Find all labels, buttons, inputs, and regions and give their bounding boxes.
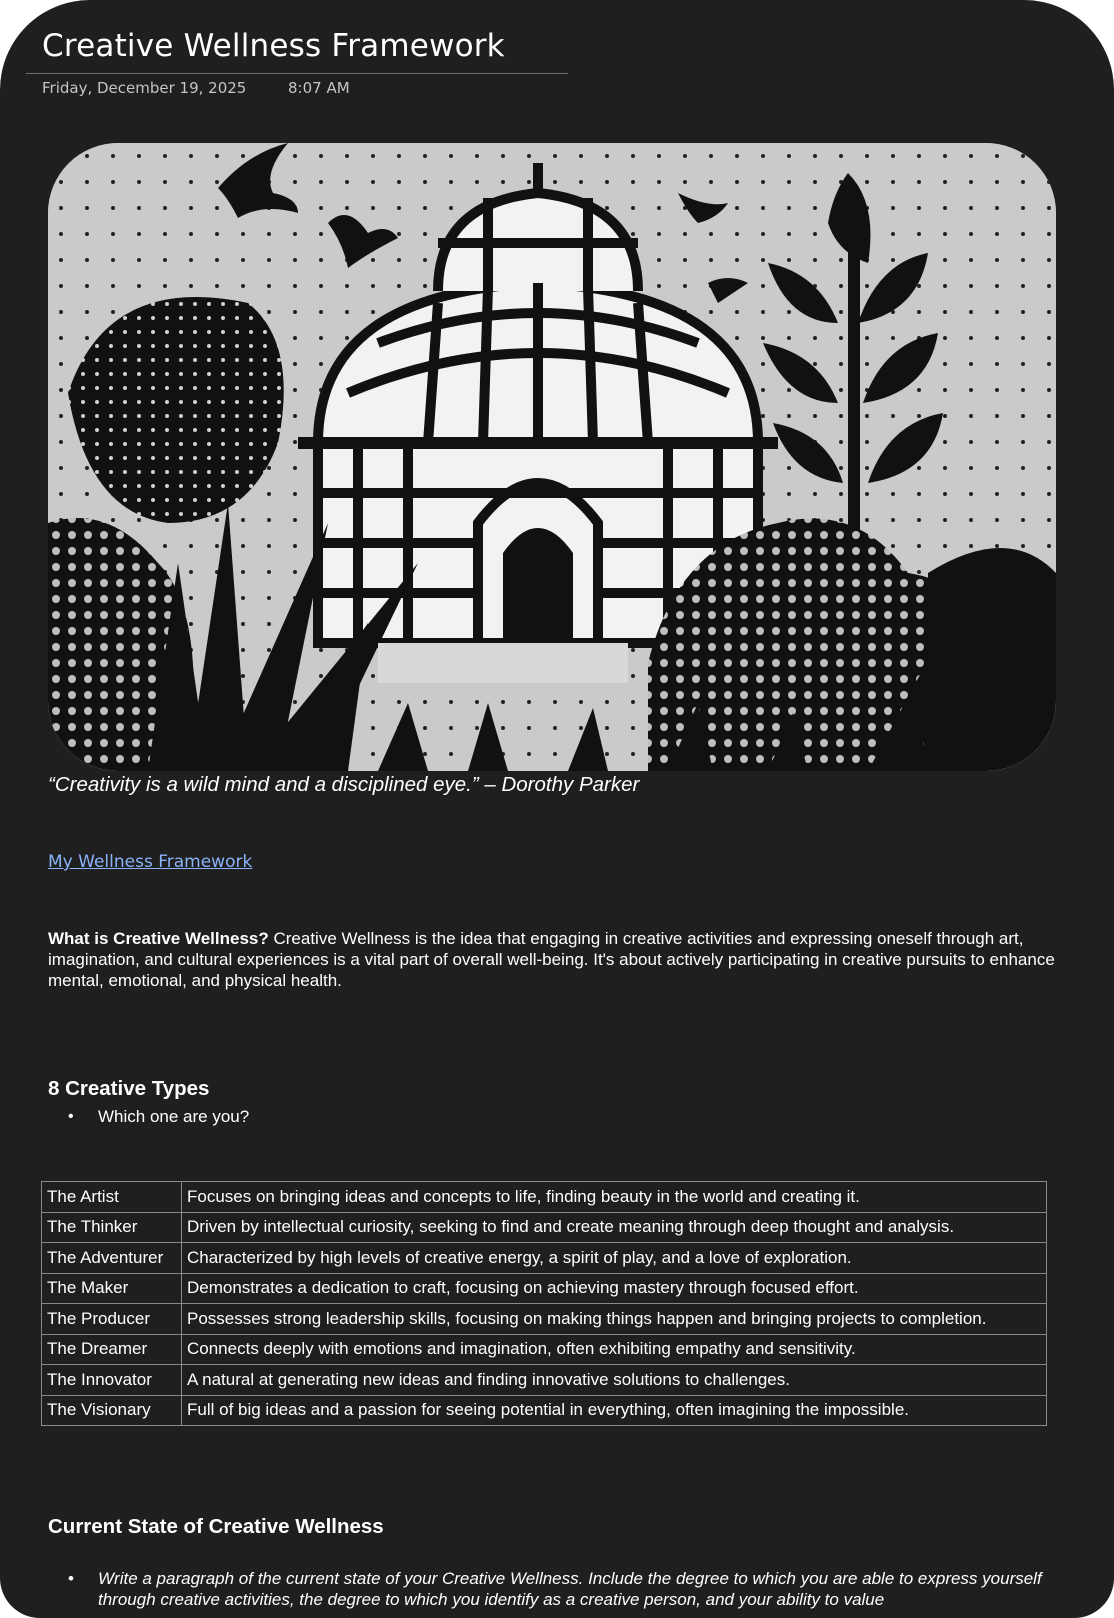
title-divider	[26, 73, 568, 74]
type-description[interactable]: Connects deeply with emotions and imagination, often exhibiting empathy and sensitivity.	[182, 1334, 1047, 1365]
type-description[interactable]: Full of big ideas and a passion for seeing potential in everything, often imagining the impossible.	[182, 1395, 1047, 1426]
page-date: Friday, December 19, 2025	[42, 79, 247, 97]
table-row	[42, 1334, 1047, 1365]
intro-heading: What is Creative Wellness?	[48, 929, 269, 948]
type-description[interactable]: Possesses strong leadership skills, focusing on making things happen and bringing projects to completion.	[182, 1304, 1047, 1335]
type-description[interactable]: Characterized by high levels of creative energy, a spirit of play, and a love of exploration.	[182, 1243, 1047, 1274]
type-name[interactable]: The Maker	[42, 1273, 182, 1304]
table-row	[42, 1212, 1047, 1243]
type-name[interactable]: The Thinker	[42, 1212, 182, 1243]
creative-types-bullet: • Which one are you?	[98, 1106, 249, 1127]
type-name[interactable]: The Artist	[42, 1182, 182, 1213]
table-row	[42, 1304, 1047, 1335]
type-name[interactable]: The Visionary	[42, 1395, 182, 1426]
table-row	[42, 1243, 1047, 1274]
hero-image[interactable]	[48, 143, 1056, 771]
table-row	[42, 1395, 1047, 1426]
type-description[interactable]: Focuses on bringing ideas and concepts to life, finding beauty in the world and creating it.	[182, 1182, 1047, 1213]
intro-body: Creative Wellness is the idea that engaging in creative activities and expressing oneself through art, imagination, and cultural experiences is a vital part of overall well-being. It's about actively participating in creative pursuits to enhance mental, emotional, and physical health.	[48, 929, 1055, 990]
table-row	[42, 1273, 1047, 1304]
table-row	[42, 1365, 1047, 1396]
type-name[interactable]: The Innovator	[42, 1365, 182, 1396]
type-description[interactable]: Driven by intellectual curiosity, seeking to find and create meaning through deep thought and analysis.	[182, 1212, 1047, 1243]
type-name[interactable]: The Producer	[42, 1304, 182, 1335]
current-state-heading: Current State of Creative Wellness	[48, 1515, 384, 1538]
current-state-prompt[interactable]: • Write a paragraph of the current state of your Creative Wellness. Include the degree to which you are able to express yourself through creative activities, the degree to which you identify as a creative person, and your ability to value	[98, 1568, 1058, 1610]
page-title[interactable]: Creative Wellness Framework	[42, 28, 505, 64]
table-row	[42, 1182, 1047, 1213]
creative-types-heading: 8 Creative Types	[48, 1077, 210, 1100]
type-description[interactable]: Demonstrates a dedication to craft, focusing on achieving mastery through focused effort.	[182, 1273, 1047, 1304]
type-name[interactable]: The Dreamer	[42, 1334, 182, 1365]
type-name[interactable]: The Adventurer	[42, 1243, 182, 1274]
wellness-framework-link[interactable]: My Wellness Framework	[48, 852, 253, 872]
type-description[interactable]: A natural at generating new ideas and finding innovative solutions to challenges.	[182, 1365, 1047, 1396]
page-time: 8:07 AM	[288, 79, 350, 97]
quote-text: “Creativity is a wild mind and a disciplined eye.” – Dorothy Parker	[48, 773, 640, 796]
intro-paragraph	[48, 928, 1084, 991]
creative-types-table	[41, 1181, 1047, 1426]
greenhouse-illustration-icon	[48, 143, 1056, 771]
